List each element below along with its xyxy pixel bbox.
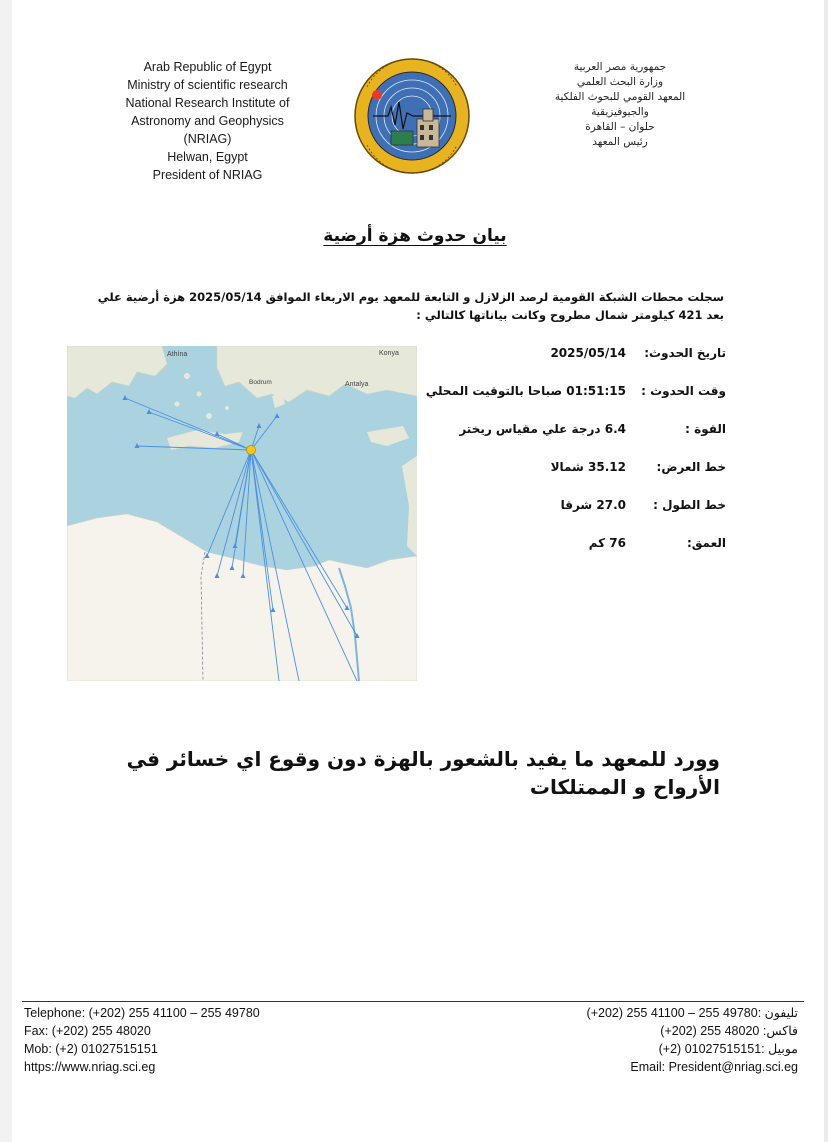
- map-island: [175, 402, 180, 407]
- time-label: وقت الحدوث :: [641, 384, 726, 398]
- map-island: [206, 413, 212, 419]
- header-ar-line: حلوان – القاهرة: [585, 121, 655, 133]
- longitude-label: خط الطول :: [653, 498, 726, 512]
- header-ar-line: المعهد القومي للبحوث الفلكية: [554, 91, 686, 103]
- footer-arabic: [468, 1004, 798, 1076]
- header-arabic: [520, 60, 720, 150]
- map-label-bodrum: Bodrum: [249, 379, 272, 386]
- footer-ar-fax: فاكس: 48020 255 (202+): [660, 1024, 798, 1038]
- page-edge-right: [824, 0, 828, 1142]
- footer-divider: [22, 1001, 804, 1002]
- latitude-label: خط العرض:: [656, 460, 726, 474]
- longitude-value: 27.0 شرقا: [560, 498, 626, 512]
- date-label: تاريخ الحدوث:: [644, 346, 726, 360]
- earthquake-details: [420, 346, 726, 574]
- header-en-line: Helwan, Egypt: [167, 150, 248, 164]
- map-label-antalya: Antalya: [345, 381, 369, 388]
- detail-row-time: [420, 384, 726, 422]
- map-island: [225, 406, 229, 410]
- map-island: [184, 373, 190, 379]
- map-graphic: [67, 346, 417, 681]
- header-ar-line: وزارة البحث العلمي: [576, 76, 664, 88]
- map-label-konya: Konya: [379, 350, 399, 357]
- damage-statement: وورد للمعهد ما يفيد بالشعور بالهزة دون وقوع اي خسائر في الأرواح و الممتلكات: [126, 747, 720, 799]
- footer-english: [24, 1004, 260, 1076]
- depth-label: العمق:: [686, 536, 726, 550]
- magnitude-label: القوة :: [685, 422, 726, 436]
- depth-value: 76 كم: [588, 536, 626, 550]
- map-island: [197, 392, 202, 397]
- header-english: [100, 58, 315, 184]
- header-en-line: Astronomy and Geophysics: [131, 114, 284, 128]
- footer-fax: Fax: (+202) 255 48020: [24, 1024, 151, 1038]
- header-en-line: National Research Institute of: [125, 96, 290, 110]
- earthquake-map: [67, 346, 417, 681]
- detail-row-longitude: [420, 498, 726, 536]
- date-value: 2025/05/14: [550, 346, 626, 360]
- magnitude-value: 6.4 درجة علي مقياس ريختر: [459, 422, 626, 436]
- header-en-line: (NRIAG): [183, 132, 232, 146]
- detail-row-magnitude: [420, 422, 726, 460]
- header-ar-line: جمهورية مصر العربية: [573, 61, 667, 73]
- latitude-value: 35.12 شمالا: [550, 460, 626, 474]
- header-en-line: Arab Republic of Egypt: [143, 60, 272, 74]
- header-ar-line: والجيوفيزيقية: [591, 106, 649, 118]
- intro-paragraph: سجلت محطات الشبكة القومية لرصد الزلازل و التابعة للمعهد يوم الاربعاء الموافق 2025/05/14 هزة أرضية علي بعد 421 كيلومتر شمال مطروح وكانت بياناتها كالتالي :: [97, 290, 724, 322]
- footer-mobile: Mob: (+2) 01027515151: [24, 1042, 158, 1056]
- header-en-line: Ministry of scientific research: [127, 78, 288, 92]
- detail-row-date: [420, 346, 726, 384]
- detail-row-depth: [420, 536, 726, 574]
- footer-ar-mobile: موبيل :01027515151 (2+): [658, 1042, 798, 1056]
- footer-website-link[interactable]: https://www.nriag.sci.eg: [24, 1060, 156, 1074]
- header-en-line: President of NRIAG: [152, 168, 263, 182]
- header-ar-line: رئيس المعهد: [592, 136, 648, 148]
- document-title: بيان حدوث هزة أرضية: [323, 226, 507, 246]
- time-value: 01:51:15 صباحا بالتوقيت المحلي: [425, 384, 626, 398]
- epicenter-marker: [247, 446, 256, 455]
- footer-ar-telephone: تليفون :49780 255 – 41100 255 (202+): [586, 1006, 798, 1020]
- detail-row-latitude: [420, 460, 726, 498]
- map-label-athens: Athína: [167, 351, 188, 358]
- footer-email-link[interactable]: Email: President@nriag.sci.eg: [630, 1060, 798, 1074]
- nriag-logo-seal: [353, 57, 471, 175]
- footer-telephone: Telephone: (+202) 255 41100 – 255 49780: [24, 1006, 260, 1020]
- page-edge-left: [0, 0, 12, 1142]
